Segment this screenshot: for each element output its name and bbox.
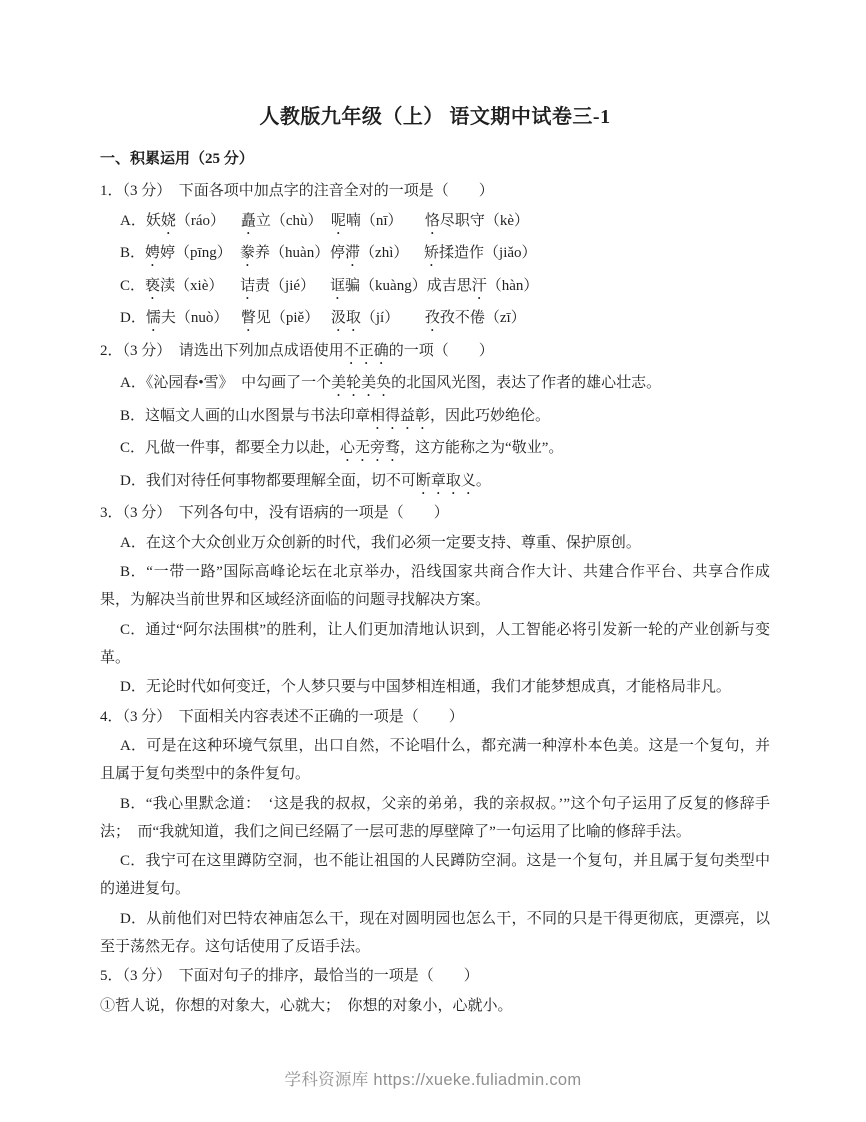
text-run: 4．（3 分） 下面相关内容表述不正确的一项是（ ） [100,708,464,725]
text-run: 养 [255,245,271,261]
text-run: C．凡做一件事，都要全力以赴， [120,440,341,456]
exam-content [100,104,770,1021]
option-line [100,732,770,788]
emphasis-dotted-text: 断章取义 [415,472,476,489]
text-run: D．无论时代如何变迁，个人梦只要与中国梦相连相通，我们才能梦想成真，才能格局非凡。 [120,679,731,695]
text-run: 尽职守 [439,212,485,229]
pinyin-term [241,304,331,335]
pinyin-term [425,304,526,335]
text-run: ①哲人说，你想的对象大，心就大； 你想的对象小，心就小。 [100,997,513,1014]
text-run: （piě） [270,310,320,326]
question-line [100,337,770,368]
sentence-line [100,992,770,1020]
text-run: A．《沁园春•雪》 中勾画了一个 [120,375,332,391]
text-run: ，因此巧妙绝伦。 [430,407,551,424]
emphasis-dotted-text: 矫 [424,245,440,261]
text-run: A．可是在这种环境气氛里，出口自然，不论唱什么，都充满一种淳朴本色美。这是一个复句，并且属于复句类型中的条件复句。 [100,738,770,782]
text-run: （jiǎo） [484,245,537,261]
text-run: 婷 [160,245,176,261]
option-line [100,304,770,335]
option-line [100,207,770,238]
pinyin-term [331,207,425,238]
text-run: B．“我心里默念道： ‘这是我的叔叔，父亲的弟弟，我的亲叔叔。’”这个句子运用了反复的修辞手法； 而“我就知道，我们之间已经隔了一层可悲的厚壁障了”一句运用了比喻的修辞手法。 [100,795,770,840]
text-run: （kuàng） [360,277,427,294]
text-run: 见 [255,310,271,326]
text-run: （jié） [270,277,316,294]
text-run: 的一项（ ） [388,342,494,359]
text-run: 的北国风光图，表达了作者的雄心壮志。 [391,375,662,391]
text-run: 5．（3 分） 下面对句子的排序，最恰当的一项是（ ） [100,968,479,984]
emphasis-dotted-text: 亵 [145,277,161,294]
text-run: （ráo） [175,212,226,229]
emphasis-dotted-text: 瞥 [240,310,256,326]
pinyin-term [241,207,331,238]
emphasis-dotted-text: 孜 [424,310,440,326]
pinyin-term [145,272,240,303]
pinyin-term [424,239,537,270]
option-line [100,402,770,433]
pinyin-term [146,207,241,238]
pinyin-term [145,239,240,270]
option-line [100,673,770,701]
emphasis-dotted-text: 相得益彰 [370,407,431,424]
section-heading: 一、积累运用（25 分） [100,151,254,167]
text-run: ，这方能称之为“敬业”。 [400,440,564,456]
text-run: 停 [330,245,346,261]
text-run: A．在这个大众创业万众创新的时代，我们必须一定要支持、尊重、保护原创。 [120,534,641,551]
pinyin-term [146,304,241,335]
emphasis-dotted-text: 懦 [145,310,161,326]
text-run: 渎 [160,277,176,294]
footer-watermark: 学科资源库 https://xueke.fuliadmin.com [284,1071,582,1089]
text-run: （zī） [484,310,526,326]
text-run: 3．（3 分） 下列各句中，没有语病的一项是（ ） [100,505,449,521]
option-line [100,434,770,465]
text-run: （chù） [270,212,323,229]
exam-title: 人教版九年级（上） 语文期中试卷三-1 [259,106,611,128]
emphasis-dotted-text: 汗 [471,277,487,294]
emphasis-dotted-text: 娆 [160,212,176,229]
emphasis-dotted-text: 汲取 [330,310,361,326]
option-line [100,790,770,846]
text-run: （kè） [484,212,530,229]
option-label: A． [120,212,146,229]
emphasis-dotted-text: 娉 [145,245,161,261]
emphasis-dotted-text: 恪 [424,212,440,229]
text-run: （nī） [360,212,403,229]
option-line [100,905,770,961]
question-line [100,177,770,205]
option-line [100,467,770,498]
emphasis-dotted-text: 豢 [240,245,256,261]
text-run: （pīng） [175,245,232,261]
text-run: 成吉思 [426,277,472,294]
text-run: （zhì） [360,245,409,261]
option-line [100,558,770,614]
text-run: 责 [255,277,271,294]
option-line [100,239,770,270]
text-run: D．我们对待任何事物都要理解全面，切不可 [120,472,416,489]
question-line [100,962,770,990]
text-run: 2．（3 分） 请选出下列加点成语使用 [100,342,344,359]
text-run: B．“一带一路”国际高峰论坛在北京举办，沿线国家共商合作大计、共建合作平台、共享合作成果，为解决当前世界和区域经济面临的问题寻找解决方案。 [100,564,770,608]
emphasis-dotted-text: 心无旁骛 [340,440,401,456]
emphasis-dotted-text: 美轮美奂 [331,375,392,391]
text-run: （nuò） [175,310,229,326]
text-run: （huàn） [270,245,330,261]
text-run: 夫 [160,310,176,326]
option-line [100,847,770,903]
text-run: （xiè） [175,277,224,294]
emphasis-dotted-text: 呢 [330,212,346,229]
text-run: 。 [475,472,491,489]
option-line [100,272,770,303]
emphasis-dotted-text: 矗 [240,212,256,229]
text-run: D．从前他们对巴特农神庙怎么干，现在对圆明园也怎么干，不同的只是干得更彻底，更漂亮，以至于荡然无存。这句话使用了反语手法。 [100,910,770,955]
emphasis-dotted-text: 滞 [345,245,361,261]
text-run: 妖 [145,212,161,229]
exam-body [100,177,770,1020]
option-line [100,369,770,400]
pinyin-term [425,207,529,238]
question-line [100,499,770,527]
text-run: 孜不倦 [439,310,485,326]
text-run: C．我宁可在这里蹲防空洞，也不能让祖国的人民蹲防空洞。这是一个复句，并且属于复句类型中的递进复句。 [100,853,770,897]
pinyin-term [330,239,424,270]
question-line [100,703,770,731]
emphasis-dotted-text: 诘 [240,277,256,294]
text-run: 喃 [345,212,361,229]
pinyin-term [240,239,330,270]
text-run: C．通过“阿尔法围棋”的胜利，让人们更加清地认识到，人工智能必将引发新一轮的产业创新与变革。 [100,621,770,666]
option-label: D． [120,310,146,326]
option-line [100,529,770,557]
text-run: 1．（3 分） 下面各项中加点字的注音全对的一项是（ ） [100,183,494,199]
text-run: 揉造作 [439,245,485,261]
pinyin-term [240,272,330,303]
pinyin-term [427,272,539,303]
text-run: B．这幅文人画的山水图景与书法印章 [120,407,371,424]
option-label: C． [120,277,146,294]
option-line [100,616,770,672]
pinyin-term [330,272,427,303]
emphasis-dotted-text: 不正确 [343,342,389,359]
text-run: （jí） [360,310,400,326]
emphasis-dotted-text: 诓 [330,277,346,294]
text-run: 立 [255,212,271,229]
text-run: （hàn） [486,277,539,294]
text-run: 骗 [345,277,361,294]
option-label: B． [120,245,146,261]
pinyin-term [331,304,425,335]
